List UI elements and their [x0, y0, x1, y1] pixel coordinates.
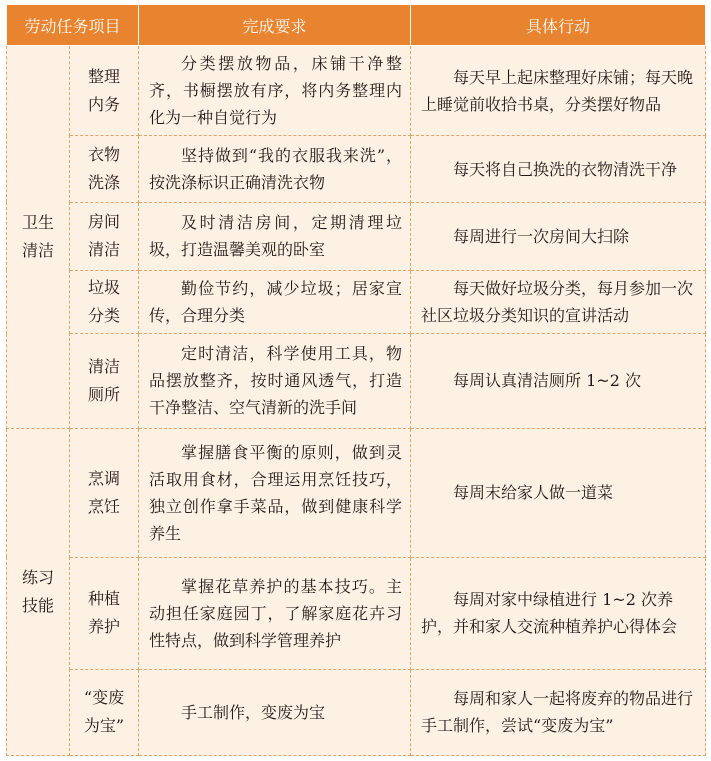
item-label: “变废 为宝” — [83, 688, 125, 736]
item-cell — [70, 557, 139, 669]
action-text: 每周末给家人做一道菜 — [453, 483, 614, 503]
requirement-text: 掌握膳食平衡的原则，做到灵活取用食材，合理运用烹饪技巧，独立创作拿手菜品，做到健康科学养生 — [149, 442, 403, 543]
header-action: 具体行动 — [411, 5, 706, 46]
item-cell — [70, 270, 139, 334]
requirement-cell — [139, 136, 411, 203]
table-row — [7, 202, 706, 270]
item-cell — [70, 669, 139, 755]
table-row — [7, 46, 706, 136]
header-requirement: 完成要求 — [139, 5, 411, 46]
category-hygiene — [7, 46, 70, 429]
item-label: 种植 养护 — [88, 589, 121, 637]
table-row — [7, 557, 706, 669]
action-cell — [411, 557, 706, 669]
requirement-cell — [139, 270, 411, 334]
requirement-cell — [139, 669, 411, 755]
table-row — [7, 136, 706, 203]
item-label: 衣物 洗涤 — [88, 145, 121, 193]
action-cell — [411, 428, 706, 557]
requirement-cell — [139, 428, 411, 557]
requirement-cell — [139, 202, 411, 270]
item-label: 垃圾 分类 — [88, 277, 121, 325]
item-label: 整理 内务 — [88, 66, 121, 114]
item-label: 烹调 烹饪 — [88, 468, 121, 516]
table-row — [7, 669, 706, 755]
action-text: 每周进行一次房间大扫除 — [453, 226, 630, 246]
action-text: 每天将自己换洗的衣物清洗干净 — [453, 159, 678, 179]
requirement-text: 手工制作，变废为宝 — [181, 702, 326, 722]
requirement-text: 掌握花草养护的基本技巧。主动担任家庭园丁，了解家庭花卉习性特点，做到科学管理养护 — [149, 576, 403, 650]
requirement-text: 定时清洁，科学使用工具，物品摆放整齐，按时通风透气，打造干净整洁、空气清新的洗手间 — [149, 344, 403, 418]
table-row — [7, 334, 706, 428]
action-text: 每周对家中绿植进行 1~2 次养护，并和家人交流种植养护心得体会 — [421, 590, 678, 637]
action-cell — [411, 136, 706, 203]
action-text: 每天早上起床整理好床铺；每天晚上睡觉前收拾书桌，分类摆好物品 — [421, 67, 694, 114]
item-cell — [70, 46, 139, 136]
action-cell — [411, 202, 706, 270]
table-row — [7, 428, 706, 557]
requirement-text: 勤俭节约，减少垃圾；居家宣传，合理分类 — [149, 278, 403, 325]
action-text: 每周认真清洁厕所 1~2 次 — [453, 371, 641, 391]
category-label: 练习 技能 — [21, 567, 54, 615]
requirement-cell — [139, 46, 411, 136]
item-cell — [70, 334, 139, 428]
action-cell — [411, 334, 706, 428]
action-cell — [411, 270, 706, 334]
requirement-cell — [139, 334, 411, 428]
requirement-cell — [139, 557, 411, 669]
category-skills — [7, 428, 70, 755]
labor-task-table — [6, 4, 706, 756]
item-label: 清洁 厕所 — [88, 356, 121, 404]
header-task-project: 劳动任务项目 — [7, 5, 139, 46]
item-label: 房间 清洁 — [88, 212, 121, 260]
requirement-text: 坚持做到“我的衣服我来洗”，按洗涤标识正确清洗衣物 — [149, 146, 403, 193]
header-row — [7, 5, 706, 46]
table-row — [7, 270, 706, 334]
action-text: 每天做好垃圾分类，每月参加一次社区垃圾分类知识的宣讲活动 — [421, 278, 694, 325]
action-cell — [411, 46, 706, 136]
action-text: 每周和家人一起将废弃的物品进行手工制作，尝试“变废为宝” — [421, 689, 694, 736]
item-cell — [70, 428, 139, 557]
requirement-text: 及时清洁房间，定期清理垃圾，打造温馨美观的卧室 — [149, 213, 403, 260]
action-cell — [411, 669, 706, 755]
item-cell — [70, 202, 139, 270]
category-label: 卫生 清洁 — [21, 212, 54, 260]
item-cell — [70, 136, 139, 203]
requirement-text: 分类摆放物品，床铺干净整齐，书橱摆放有序，将内务整理内化为一种自觉行为 — [149, 54, 403, 128]
